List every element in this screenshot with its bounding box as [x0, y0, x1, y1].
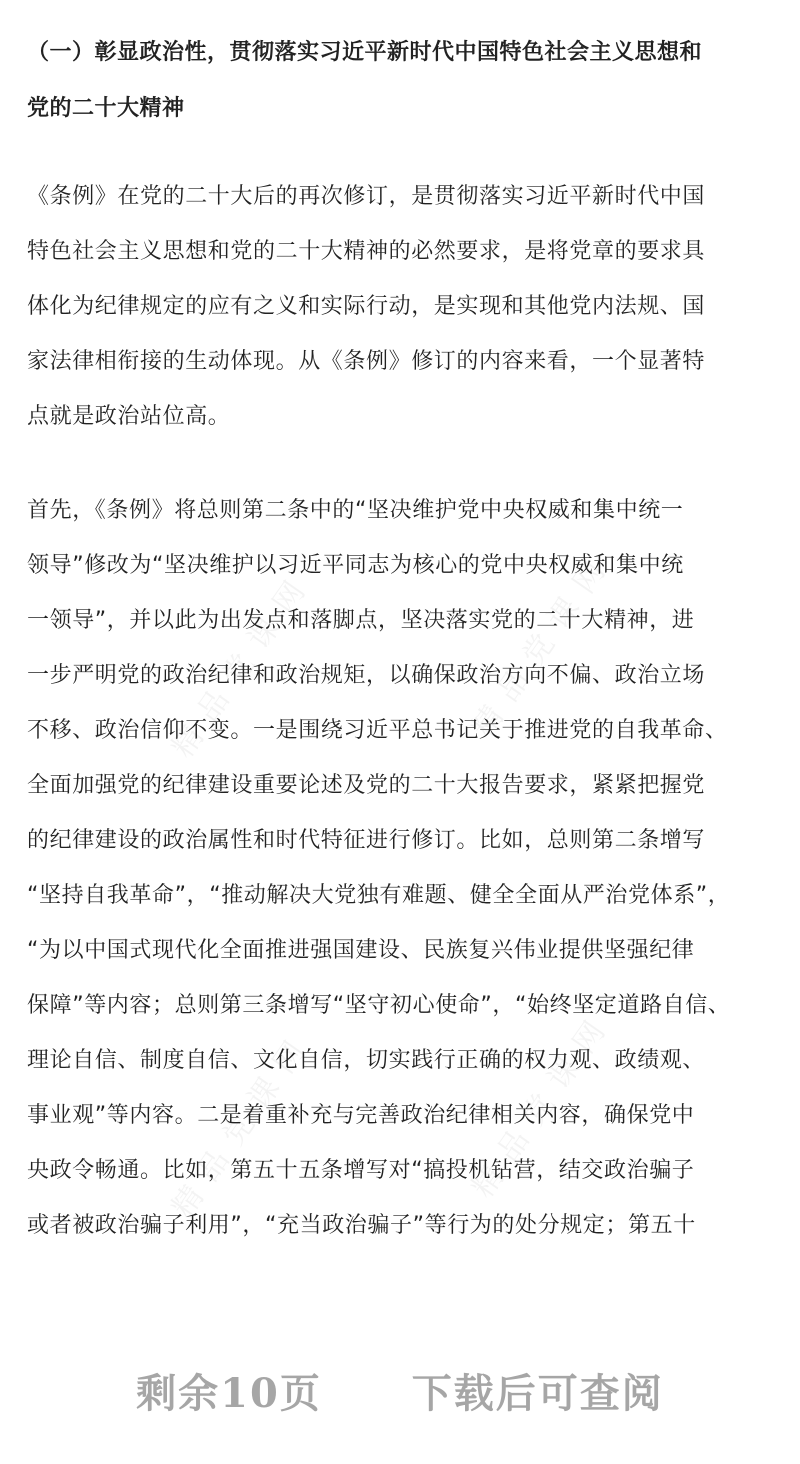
remaining-pages-label: 剩余10页 [136, 1370, 322, 1417]
text-line: 全面加强党的纪律建设重要论述及党的二十大报告要求，紧紧把握党 [27, 773, 706, 798]
text-line: 家法律相衔接的生动体现。从《条例》修订的内容来看，一个显著特 [27, 349, 706, 374]
watermark-text: 精品党课网 [165, 563, 321, 765]
text-line: 事业观”等内容。二是着重补充与完善政治纪律相关内容，确保党中 [27, 1103, 695, 1128]
watermark-text: 精品党课网 [465, 543, 621, 745]
text-line: 或者被政治骗子利用”，“充当政治骗子”等行为的处分规定；第五十 [27, 1213, 696, 1238]
text-line: 保障”等内容；总则第三条增写“坚守初心使命”，“始终坚定道路自信、 [27, 993, 731, 1018]
text-line: 不移、政治信仰不变。一是围绕习近平总书记关于推进党的自我革命、 [27, 718, 728, 743]
text-line: 领导”修改为“坚决维护以习近平同志为核心的党中央权威和集中统 [27, 553, 684, 578]
download-prompt[interactable] [0, 1362, 800, 1419]
text-line: “坚持自我革命”，“推动解决大党独有难题、健全全面从严治党体系”， [27, 883, 731, 908]
download-to-view-label[interactable]: 下载后可查阅 [411, 1370, 664, 1417]
text-line: 一步严明党的政治纪律和政治规矩，以确保政治方向不偏、政治立场 [27, 663, 706, 688]
watermark-text: 精品党课网 [165, 1023, 321, 1225]
text-line: 体化为纪律规定的应有之义和实际行动，是实现和其他党内法规、国 [27, 294, 706, 319]
text-line: 的纪律建设的政治属性和时代特征进行修订。比如，总则第二条增写 [27, 828, 706, 853]
text-line: 特色社会主义思想和党的二十大精神的必然要求，是将党章的要求具 [27, 239, 706, 264]
text-line: 理论自信、制度自信、文化自信，切实践行正确的权力观、政绩观、 [27, 1048, 706, 1073]
text-line: “为以中国式现代化全面推进强国建设、民族复兴伟业提供坚强纪律 [27, 938, 695, 963]
text-line: 央政令畅通。比如，第五十五条增写对“搞投机钻营，结交政治骗子 [27, 1158, 695, 1183]
watermark-text: 精品党课网 [465, 1003, 621, 1205]
text-line: 《条例》在党的二十大后的再次修订，是贯彻落实习近平新时代中国 [27, 184, 706, 209]
text-line: 首先，《条例》将总则第二条中的“坚决维护党中央权威和集中统一 [27, 498, 684, 523]
section-heading-line: （一）彰显政治性，贯彻落实习近平新时代中国特色社会主义思想和 [27, 40, 703, 65]
text-line: 一领导”，并以此为出发点和落脚点，坚决落实党的二十大精神，进 [27, 608, 695, 633]
text-line: 点就是政治站位高。 [27, 404, 231, 429]
section-heading-line: 党的二十大精神 [27, 96, 185, 121]
